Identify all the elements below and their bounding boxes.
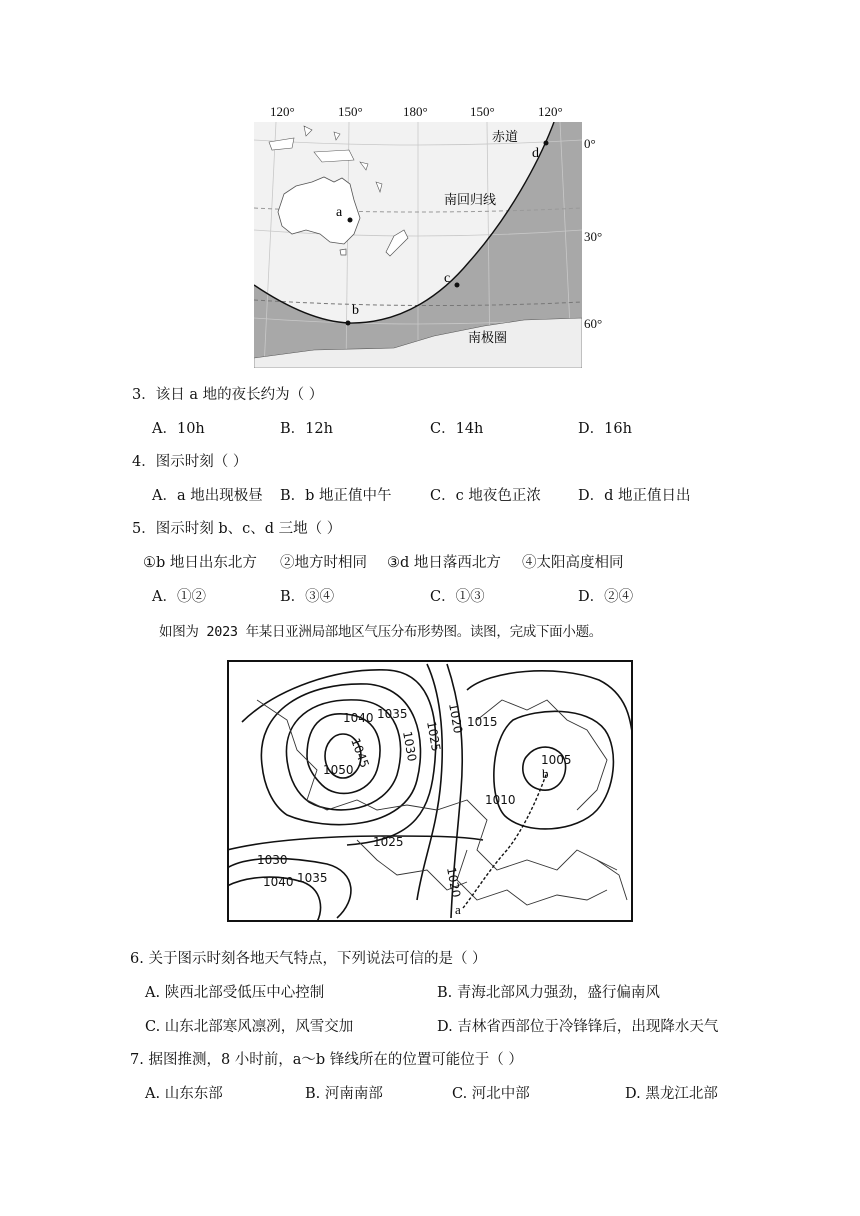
q6-option-a: A. 陕西北部受低压中心控制 <box>145 985 325 1001</box>
q4-option-c: C．c 地夜色正浓 <box>430 488 541 504</box>
q7-stem: 7. 据图推测，8 小时前，a～b 锋线所在的位置可能位于（ ） <box>130 1052 523 1068</box>
isobar-label: 1045 <box>348 736 372 770</box>
isobar-label: 1040 <box>343 711 374 725</box>
tasmania <box>340 249 346 255</box>
intro-paragraph: 如图为 2023 年某日亚洲局部地区气压分布形势图。读图，完成下面小题。 <box>159 624 602 640</box>
q5-item-1: ①b 地日出东北方 <box>143 555 257 571</box>
q3-option-c: C．14h <box>430 421 484 437</box>
q6-option-c: C. 山东北部寒风凛冽，风雪交加 <box>145 1019 354 1035</box>
q5-option-b: B．③④ <box>280 589 335 605</box>
point-d <box>544 141 549 146</box>
q5-item-4: ④太阳高度相同 <box>522 555 624 571</box>
q6-stem: 6. 关于图示时刻各地天气特点，下列说法可信的是（ ） <box>130 951 487 967</box>
isobar-label: 1035 <box>297 871 328 885</box>
q5-option-c: C．①③ <box>430 589 485 605</box>
isobar-label: 1015 <box>467 715 498 729</box>
q3-option-a: A．10h <box>152 421 205 437</box>
point-a-label: a <box>455 902 461 917</box>
isobar-label: 1050 <box>323 763 354 777</box>
q7-option-c: C. 河北中部 <box>452 1086 530 1102</box>
isobar-label: 1010 <box>485 793 516 807</box>
day-night-map <box>254 122 582 368</box>
isobar-label: 1040 <box>263 875 294 889</box>
isobar-label: 1025 <box>373 835 404 849</box>
q5-option-a: A．①② <box>152 589 206 605</box>
isobar-label: 1020 <box>446 702 466 735</box>
q5-stem: 5．图示时刻 b、c、d 三地（ ） <box>132 521 342 537</box>
q5-item-3: ③d 地日落西北方 <box>387 555 501 571</box>
isobar-label: 1005 <box>541 753 572 767</box>
q7-option-a: A. 山东东部 <box>145 1086 223 1102</box>
q5-option-d: D．②④ <box>578 589 634 605</box>
lon-label: 150° <box>338 104 363 119</box>
tropic-label: 南回归线 <box>444 193 497 208</box>
lat-label: 60° <box>584 316 603 331</box>
point-b-label: b <box>542 766 549 781</box>
point-c-label: c <box>444 271 451 286</box>
q5-item-2: ②地方时相同 <box>280 555 367 571</box>
point-b <box>346 321 351 326</box>
lon-label: 120° <box>538 104 563 119</box>
lon-label: 150° <box>470 104 495 119</box>
lon-label: 120° <box>270 104 295 119</box>
point-c <box>455 283 460 288</box>
q4-option-d: D．d 地正值日出 <box>578 488 691 504</box>
point-a-label: a <box>336 205 343 220</box>
equator-label: 赤道 <box>492 130 519 145</box>
q7-option-b: B. 河南南部 <box>305 1086 383 1102</box>
point-a <box>348 218 353 223</box>
isobar-label: 1030 <box>400 730 420 763</box>
q3-stem: 3．该日 a 地的夜长约为（ ） <box>132 387 324 403</box>
isobar-label: 1025 <box>424 720 444 753</box>
lat-label: 0° <box>584 136 596 151</box>
q4-stem: 4．图示时刻（ ） <box>132 454 248 470</box>
isobar-label: 1030 <box>257 853 288 867</box>
isobar-label: 1020 <box>444 866 464 899</box>
isobar-label: 1035 <box>377 707 408 721</box>
lat-label: 30° <box>584 229 603 244</box>
q6-option-b: B. 青海北部风力强劲，盛行偏南风 <box>437 985 660 1001</box>
lon-label: 180° <box>403 104 428 119</box>
antarctic-label: 南极圈 <box>468 331 508 346</box>
point-d-label: d <box>532 146 539 161</box>
q7-option-d: D. 黑龙江北部 <box>625 1086 718 1102</box>
q6-option-d: D. 吉林省西部位于冷锋锋后，出现降水天气 <box>437 1019 719 1035</box>
q4-option-a: A．a 地出现极昼 <box>152 488 263 504</box>
q3-option-b: B．12h <box>280 421 333 437</box>
point-b-label: b <box>352 303 359 318</box>
isobar-map <box>227 660 633 922</box>
q4-option-b: B．b 地正值中午 <box>280 488 392 504</box>
q3-option-d: D．16h <box>578 421 632 437</box>
